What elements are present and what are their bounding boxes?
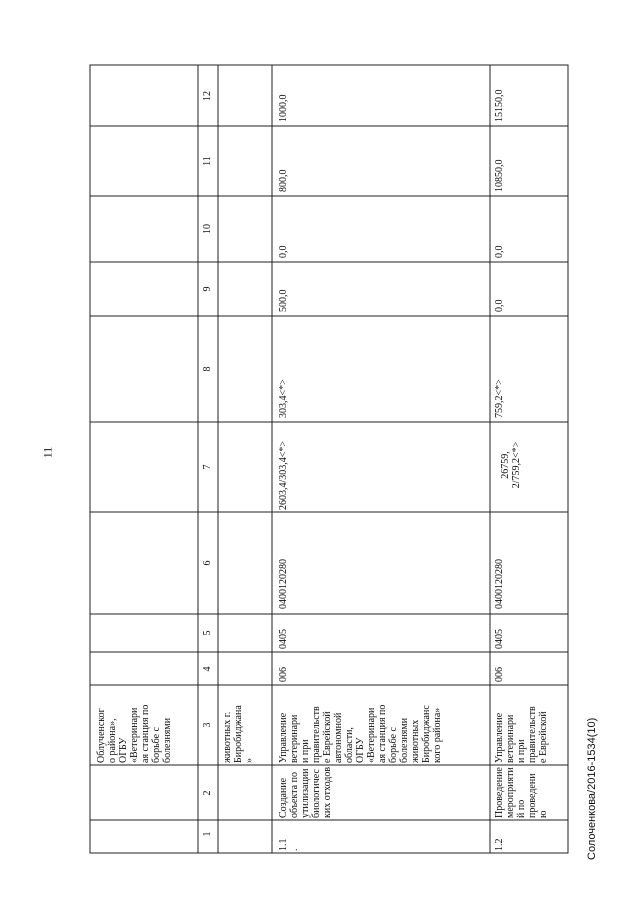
row-responsible: Управление ветеринари и при правительств е Еврейской	[494, 706, 549, 763]
row-cell-9: 0,0	[494, 299, 505, 312]
row-number: 1.1 .	[278, 838, 300, 851]
colnum-10: 10	[202, 224, 213, 234]
row-cell-10: 0,0	[278, 245, 289, 258]
row-cell-5: 0405	[278, 629, 289, 649]
row-cell-6: 0400120280	[278, 559, 289, 609]
row-number: 1.2	[494, 838, 505, 851]
colnum-12: 12	[202, 91, 213, 101]
colnum-1: 1	[202, 831, 213, 837]
page-number: 11	[40, 446, 55, 459]
row-name: Проведение мероприяти й по проведени ю	[494, 767, 549, 818]
colnum-5: 5	[202, 630, 213, 636]
row-cell-7: 26759, 2/759,2<*>	[500, 441, 522, 489]
row-cell-4: 006	[278, 667, 289, 682]
row-cell-8: 759,2<*>	[494, 379, 505, 418]
row-cell-11: 800,0	[278, 169, 289, 192]
row-responsible: Управление ветеринари и при правительств е Еврейской автономной области, ОГБУ «Ветеринари ая станция по борьбе с болезнями животных Биробиджанс кого района»	[278, 704, 443, 763]
row-cell-12: 1000,0	[278, 94, 289, 122]
row-name: Создание объекта по утилизации биологичес ких отходов	[278, 766, 333, 818]
continuation-responsible-top: Облученског о района», ОГБУ «Ветеринари ая станция по борьбе с болезнями	[96, 704, 173, 763]
colnum-3: 3	[202, 722, 213, 728]
row-cell-8: 303,4<*>	[278, 379, 289, 418]
row-cell-7: 2603,4/303,4<*>	[278, 440, 289, 510]
colnum-8: 8	[202, 366, 213, 372]
continuation-responsible-bottom: животных г. Биробиджана »	[222, 705, 255, 763]
row-cell-12: 15150,0	[494, 89, 505, 122]
row-cell-9: 500,0	[278, 289, 289, 312]
row-cell-10: 0,0	[494, 245, 505, 258]
document-registration-code-text: Солоченкова/2016-1534(10)	[586, 717, 598, 860]
colnum-11: 11	[202, 156, 213, 166]
colnum-9: 9	[202, 286, 213, 292]
row-cell-5: 0405	[494, 629, 505, 649]
row-cell-4: 006	[494, 667, 505, 682]
colnum-6: 6	[202, 560, 213, 566]
row-cell-6: 0400120280	[494, 559, 505, 609]
colnum-4: 4	[202, 666, 213, 672]
colnum-2: 2	[202, 790, 213, 796]
colnum-7: 7	[202, 464, 213, 470]
row-cell-11: 10850,0	[494, 159, 505, 192]
